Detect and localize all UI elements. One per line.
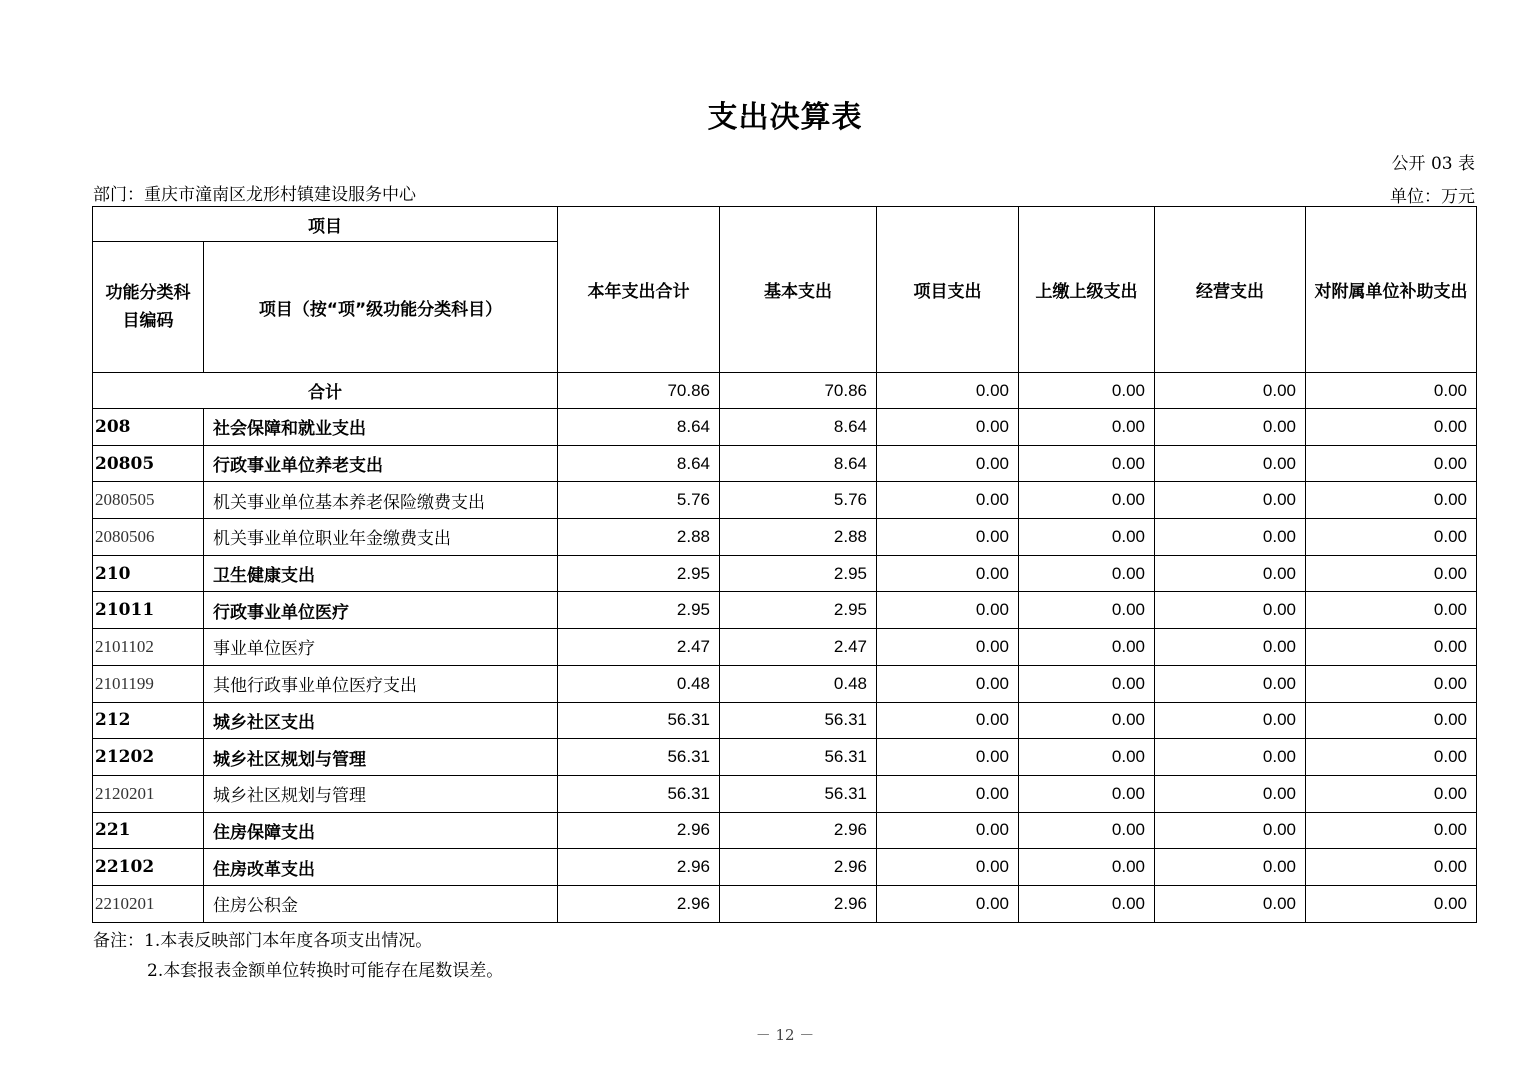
row-code: 2080506 — [93, 519, 204, 556]
row-value: 8.64 — [558, 409, 720, 446]
row-code: 210 — [93, 555, 204, 592]
row-value: 0.00 — [1155, 885, 1306, 922]
table-row — [93, 739, 1477, 776]
row-value: 0.00 — [877, 519, 1019, 556]
row-name: 卫生健康支出 — [204, 555, 558, 592]
row-value: 0.00 — [877, 702, 1019, 739]
table-row — [93, 519, 1477, 556]
table-row — [93, 555, 1477, 592]
expenditure-table — [92, 206, 1477, 923]
row-value: 0.00 — [877, 555, 1019, 592]
row-code: 221 — [93, 812, 204, 849]
row-value: 2.96 — [558, 849, 720, 886]
row-value: 0.00 — [1306, 519, 1477, 556]
total-row — [93, 373, 1477, 409]
total-value: 0.00 — [1306, 373, 1477, 409]
row-value: 56.31 — [720, 775, 877, 812]
row-code: 22102 — [93, 849, 204, 886]
row-name: 机关事业单位基本养老保险缴费支出 — [204, 482, 558, 519]
page-number: － 12 － — [755, 1026, 815, 1044]
row-value: 2.96 — [720, 885, 877, 922]
row-value: 0.00 — [877, 812, 1019, 849]
total-value: 0.00 — [1155, 373, 1306, 409]
row-value: 2.95 — [720, 592, 877, 629]
row-value: 0.00 — [1306, 665, 1477, 702]
row-value: 0.00 — [877, 849, 1019, 886]
row-value: 0.00 — [1019, 629, 1155, 666]
header-total: 本年支出合计 — [558, 207, 720, 373]
header-code: 功能分类科目编码 — [93, 242, 204, 373]
row-value: 0.00 — [1306, 812, 1477, 849]
row-name: 住房公积金 — [204, 885, 558, 922]
table-row — [93, 812, 1477, 849]
row-value: 0.00 — [1155, 812, 1306, 849]
row-value: 0.00 — [1155, 555, 1306, 592]
row-value: 0.48 — [558, 665, 720, 702]
header-upper: 上缴上级支出 — [1019, 207, 1155, 373]
header-business: 经营支出 — [1155, 207, 1306, 373]
row-value: 0.00 — [1155, 445, 1306, 482]
row-value: 0.00 — [1155, 775, 1306, 812]
row-name: 其他行政事业单位医疗支出 — [204, 665, 558, 702]
row-value: 0.00 — [1155, 665, 1306, 702]
row-value: 0.00 — [1306, 775, 1477, 812]
row-value: 0.00 — [877, 629, 1019, 666]
table-row — [93, 775, 1477, 812]
row-value: 2.96 — [558, 885, 720, 922]
row-value: 0.00 — [1306, 739, 1477, 776]
row-name: 社会保障和就业支出 — [204, 409, 558, 446]
row-value: 0.00 — [877, 445, 1019, 482]
form-number: 公开 03 表 — [1391, 154, 1475, 174]
row-name: 住房改革支出 — [204, 849, 558, 886]
row-value: 0.00 — [1019, 849, 1155, 886]
row-value: 0.00 — [1155, 629, 1306, 666]
row-name: 城乡社区规划与管理 — [204, 775, 558, 812]
row-value: 0.00 — [877, 665, 1019, 702]
row-value: 56.31 — [558, 739, 720, 776]
row-value: 0.00 — [1019, 555, 1155, 592]
table-row — [93, 849, 1477, 886]
row-value: 2.96 — [720, 849, 877, 886]
header-basic: 基本支出 — [720, 207, 877, 373]
row-value: 8.64 — [558, 445, 720, 482]
row-value: 56.31 — [720, 702, 877, 739]
row-code: 21011 — [93, 592, 204, 629]
row-value: 0.00 — [877, 775, 1019, 812]
row-value: 0.00 — [1019, 702, 1155, 739]
department-label: 部门：重庆市潼南区龙形村镇建设服务中心 — [93, 185, 416, 205]
row-code: 212 — [93, 702, 204, 739]
row-value: 0.00 — [1306, 482, 1477, 519]
row-code: 2101102 — [93, 629, 204, 666]
table-row — [93, 629, 1477, 666]
row-value: 0.00 — [877, 409, 1019, 446]
row-value: 0.00 — [1019, 775, 1155, 812]
row-value: 0.00 — [1019, 665, 1155, 702]
total-value: 70.86 — [558, 373, 720, 409]
row-value: 56.31 — [558, 702, 720, 739]
table-row — [93, 665, 1477, 702]
row-value: 0.00 — [1306, 885, 1477, 922]
row-value: 0.00 — [1019, 445, 1155, 482]
row-value: 2.88 — [558, 519, 720, 556]
row-name: 住房保障支出 — [204, 812, 558, 849]
row-value: 0.00 — [1155, 409, 1306, 446]
table-row — [93, 409, 1477, 446]
row-value: 0.00 — [1306, 592, 1477, 629]
row-value: 0.00 — [1155, 739, 1306, 776]
row-value: 0.48 — [720, 665, 877, 702]
total-value: 0.00 — [877, 373, 1019, 409]
row-value: 56.31 — [720, 739, 877, 776]
total-value: 0.00 — [1019, 373, 1155, 409]
row-value: 5.76 — [558, 482, 720, 519]
page-title: 支出决算表 — [707, 100, 863, 135]
row-code: 2101199 — [93, 665, 204, 702]
row-value: 0.00 — [1019, 482, 1155, 519]
row-value: 0.00 — [877, 592, 1019, 629]
row-value: 0.00 — [1155, 702, 1306, 739]
row-code: 2120201 — [93, 775, 204, 812]
row-value: 8.64 — [720, 409, 877, 446]
row-value: 0.00 — [1019, 812, 1155, 849]
row-value: 0.00 — [1306, 629, 1477, 666]
row-value: 0.00 — [1155, 592, 1306, 629]
table-row — [93, 592, 1477, 629]
row-value: 2.96 — [558, 812, 720, 849]
note-line-2: 2.本套报表金额单位转换时可能存在尾数误差。 — [147, 961, 504, 981]
row-value: 56.31 — [558, 775, 720, 812]
row-value: 0.00 — [1155, 849, 1306, 886]
table-row — [93, 885, 1477, 922]
row-value: 0.00 — [1019, 739, 1155, 776]
row-value: 0.00 — [1155, 519, 1306, 556]
row-value: 2.88 — [720, 519, 877, 556]
row-value: 0.00 — [1306, 445, 1477, 482]
row-value: 8.64 — [720, 445, 877, 482]
row-value: 2.96 — [720, 812, 877, 849]
unit-label: 单位：万元 — [1390, 187, 1475, 207]
row-value: 2.95 — [720, 555, 877, 592]
row-code: 2210201 — [93, 885, 204, 922]
header-project: 项目支出 — [877, 207, 1019, 373]
row-value: 0.00 — [877, 885, 1019, 922]
row-value: 0.00 — [877, 482, 1019, 519]
header-name: 项目（按“项”级功能分类科目） — [204, 242, 558, 373]
row-value: 2.47 — [720, 629, 877, 666]
header-item-group: 项目 — [93, 207, 558, 242]
header-subsidy: 对附属单位补助支出 — [1306, 207, 1477, 373]
notes — [93, 926, 503, 986]
row-code: 20805 — [93, 445, 204, 482]
table-row — [93, 445, 1477, 482]
row-value: 0.00 — [1019, 519, 1155, 556]
note-line-1: 备注：1.本表反映部门本年度各项支出情况。 — [93, 931, 433, 951]
row-value: 0.00 — [1306, 849, 1477, 886]
row-name: 行政事业单位医疗 — [204, 592, 558, 629]
row-name: 机关事业单位职业年金缴费支出 — [204, 519, 558, 556]
row-name: 城乡社区支出 — [204, 702, 558, 739]
row-value: 0.00 — [1019, 592, 1155, 629]
row-value: 0.00 — [1306, 555, 1477, 592]
row-value: 0.00 — [1019, 885, 1155, 922]
row-code: 208 — [93, 409, 204, 446]
row-value: 0.00 — [1155, 482, 1306, 519]
row-value: 0.00 — [877, 739, 1019, 776]
row-value: 2.95 — [558, 592, 720, 629]
total-label: 合计 — [93, 373, 558, 409]
row-code: 21202 — [93, 739, 204, 776]
row-value: 5.76 — [720, 482, 877, 519]
row-name: 事业单位医疗 — [204, 629, 558, 666]
row-value: 0.00 — [1019, 409, 1155, 446]
table-row — [93, 702, 1477, 739]
table-row — [93, 482, 1477, 519]
row-value: 0.00 — [1306, 409, 1477, 446]
row-name: 城乡社区规划与管理 — [204, 739, 558, 776]
row-value: 2.47 — [558, 629, 720, 666]
row-value: 2.95 — [558, 555, 720, 592]
row-code: 2080505 — [93, 482, 204, 519]
total-value: 70.86 — [720, 373, 877, 409]
row-value: 0.00 — [1306, 702, 1477, 739]
row-name: 行政事业单位养老支出 — [204, 445, 558, 482]
